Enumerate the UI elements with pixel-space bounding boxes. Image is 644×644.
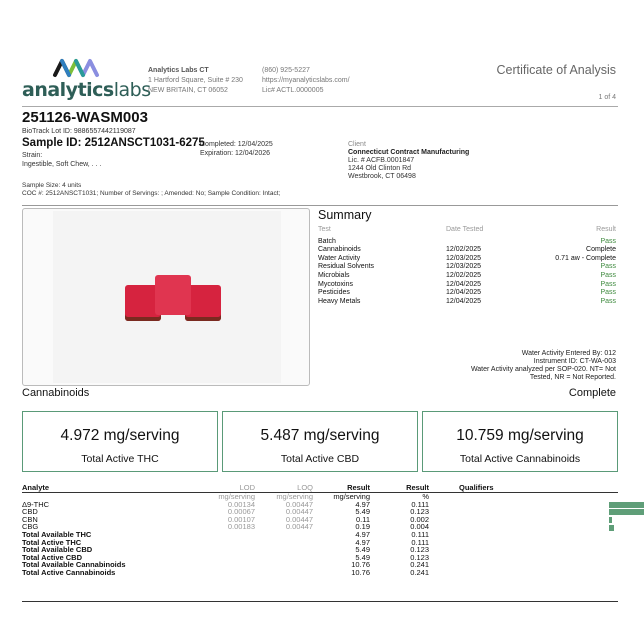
client-info bbox=[348, 141, 469, 181]
analyte-pct: 0.123 bbox=[410, 507, 429, 517]
cannabinoids-section-title: Cannabinoids bbox=[22, 387, 90, 399]
total-active-thc-card bbox=[22, 411, 218, 472]
analyte-name: CBN bbox=[22, 514, 38, 524]
document-title: Certificate of Analysis bbox=[496, 63, 616, 77]
sample-size: Sample Size: 4 units bbox=[22, 182, 82, 189]
cannabinoid-analyte-table bbox=[22, 483, 618, 577]
sample-type: Ingestible, Soft Chew, . . . bbox=[22, 161, 102, 168]
summary-date: 12/03/2025 bbox=[446, 254, 482, 262]
client-address2: Westbrook, CT 06498 bbox=[348, 173, 416, 180]
summary-row bbox=[318, 263, 616, 272]
summary-row bbox=[318, 289, 616, 298]
summary-test: Batch bbox=[318, 237, 336, 245]
summary-result: Pass bbox=[600, 280, 616, 288]
summary-test: Residual Solvents bbox=[318, 263, 375, 271]
wa-legend: Tested, NR = Not Reported. bbox=[529, 374, 616, 381]
sample-dates bbox=[200, 140, 273, 158]
total-result: 4.97 bbox=[355, 537, 370, 547]
photo-background bbox=[53, 211, 281, 383]
water-activity-note bbox=[416, 350, 616, 382]
summary-table bbox=[318, 226, 616, 306]
total-result: 5.49 bbox=[355, 552, 370, 562]
total-pct: 0.111 bbox=[411, 537, 429, 547]
analyte-result: 0.11 bbox=[355, 514, 370, 524]
card-value: 4.972 mg/serving bbox=[60, 427, 180, 444]
total-result: 5.49 bbox=[355, 545, 370, 555]
summary-date: 12/04/2025 bbox=[446, 289, 482, 297]
unit-lod: mg/serving bbox=[218, 492, 255, 501]
analyte-lod: 0.00183 bbox=[227, 522, 255, 532]
summary-test: Mycotoxins bbox=[318, 280, 354, 288]
header-result-pct: Result bbox=[370, 483, 429, 493]
summary-result: Pass bbox=[600, 263, 616, 271]
summary-title: Summary bbox=[318, 208, 372, 222]
header-analyte: Analyte bbox=[22, 483, 172, 493]
analyte-row bbox=[22, 516, 618, 524]
analytics-labs-logo bbox=[22, 57, 151, 103]
biotrack-lot-id: BioTrack Lot ID: 9886557442119087 bbox=[22, 128, 136, 135]
lab-contact bbox=[262, 66, 350, 96]
summary-result: Pass bbox=[600, 297, 616, 305]
summary-result: Pass bbox=[600, 289, 616, 297]
analyte-lod: 0.00107 bbox=[227, 514, 255, 524]
total-active-cbd-card bbox=[222, 411, 418, 472]
summary-row bbox=[318, 281, 616, 290]
lab-phone: (860) 925-5227 bbox=[262, 67, 310, 74]
analyte-result: 0.19 bbox=[355, 522, 370, 532]
unit-result: mg/serving bbox=[333, 492, 370, 501]
section-divider bbox=[22, 205, 618, 206]
sample-details bbox=[22, 182, 280, 198]
header-loq: LOQ bbox=[255, 483, 313, 493]
analyte-result: 4.97 bbox=[355, 499, 370, 509]
sample-photo bbox=[22, 208, 310, 386]
total-name: Total Available THC bbox=[22, 529, 92, 539]
total-name: Total Available CBD bbox=[22, 545, 93, 555]
total-row bbox=[22, 569, 618, 577]
header-divider bbox=[22, 106, 618, 107]
summary-header-test: Test bbox=[318, 226, 331, 233]
client-address1: 1244 Old Clinton Rd bbox=[348, 165, 412, 172]
lab-address1: 1 Hartford Square, Suite # 230 bbox=[148, 77, 243, 84]
total-result: 4.97 bbox=[355, 529, 370, 539]
summary-result: Pass bbox=[600, 271, 616, 279]
lab-name: Analytics Labs CT bbox=[148, 67, 209, 74]
analyte-name: CBD bbox=[22, 507, 38, 517]
total-result: 10.76 bbox=[351, 560, 370, 570]
sample-strain bbox=[22, 151, 101, 169]
total-pct: 0.123 bbox=[410, 545, 429, 555]
lab-address2: NEW BRITAIN, CT 06052 bbox=[148, 87, 228, 94]
analyte-bar bbox=[609, 509, 644, 515]
total-pct: 0.123 bbox=[410, 552, 429, 562]
gummy-image bbox=[125, 275, 221, 331]
table-bottom-divider bbox=[22, 601, 618, 602]
cannabinoids-status: Complete bbox=[568, 387, 616, 399]
card-value: 10.759 mg/serving bbox=[456, 427, 584, 444]
units-row bbox=[22, 493, 618, 501]
total-row bbox=[22, 539, 618, 547]
total-name: Total Available Cannabinoids bbox=[22, 560, 126, 570]
analyte-loq: 0.00447 bbox=[285, 514, 313, 524]
summary-test: Microbials bbox=[318, 271, 350, 279]
header-result: Result bbox=[313, 483, 370, 493]
summary-test: Cannabinoids bbox=[318, 246, 361, 254]
expiration-date: Expiration: 12/04/2026 bbox=[200, 150, 271, 157]
summary-header-result: Result bbox=[596, 226, 616, 233]
client-license: Lic. # ACFB.0001847 bbox=[348, 157, 415, 164]
card-value: 5.487 mg/serving bbox=[260, 427, 380, 444]
summary-test: Water Activity bbox=[318, 254, 361, 262]
lab-license: Lic# ACTL.0000005 bbox=[262, 87, 324, 94]
summary-result: 0.71 aw - Complete bbox=[555, 254, 616, 262]
logo-mark-icon bbox=[52, 57, 100, 79]
analyte-lod: 0.00067 bbox=[227, 507, 255, 517]
analyte-loq: 0.00447 bbox=[285, 522, 313, 532]
total-row bbox=[22, 531, 618, 539]
total-pct: 0.241 bbox=[410, 560, 429, 570]
summary-row bbox=[318, 298, 616, 307]
header-lod: LOD bbox=[172, 483, 255, 493]
summary-row bbox=[318, 272, 616, 281]
analyte-lod: 0.00134 bbox=[227, 499, 255, 509]
total-pct: 0.241 bbox=[410, 567, 429, 577]
wa-sop-note: Water Activity analyzed per SOP-020. NT= Not bbox=[470, 366, 616, 373]
client-name: Connecticut Contract Manufacturing bbox=[348, 149, 470, 156]
analyte-pct: 0.111 bbox=[411, 499, 429, 509]
header-qualifiers: Qualifiers bbox=[459, 483, 609, 493]
analyte-loq: 0.00447 bbox=[285, 499, 313, 509]
logo-wordmark: analyticslabs bbox=[22, 79, 151, 101]
unit-loq: mg/serving bbox=[276, 492, 313, 501]
summary-result: Pass bbox=[600, 237, 616, 245]
analyte-name: Δ9-THC bbox=[22, 499, 50, 509]
summary-row bbox=[318, 255, 616, 264]
total-name: Total Active Cannabinoids bbox=[22, 567, 116, 577]
card-label: Total Active THC bbox=[81, 453, 159, 465]
analyte-loq: 0.00447 bbox=[285, 507, 313, 517]
summary-result: Complete bbox=[586, 246, 616, 254]
summary-test: Pesticides bbox=[318, 289, 350, 297]
summary-header-date: Date Tested bbox=[446, 226, 484, 233]
total-result: 10.76 bbox=[351, 567, 370, 577]
wa-entered-by: Water Activity Entered By: 012 bbox=[521, 350, 616, 357]
wa-instrument-id: Instrument ID: CT-WA-003 bbox=[533, 358, 616, 365]
analyte-row bbox=[22, 523, 618, 531]
card-label: Total Active Cannabinoids bbox=[459, 453, 581, 465]
coc-info: COC #: 2512ANSCT1031; Number of Servings: ; Amended: No; Sample Condition: Intact; bbox=[22, 190, 281, 197]
lab-website[interactable]: https://myanalyticslabs.com/ bbox=[262, 77, 350, 84]
total-row bbox=[22, 546, 618, 554]
total-active-cannabinoids-card bbox=[422, 411, 618, 472]
summary-test: Heavy Metals bbox=[318, 297, 361, 305]
total-name: Total Active THC bbox=[22, 537, 82, 547]
analyte-bar bbox=[609, 517, 612, 523]
sample-id: Sample ID: 2512ANSCT1031-6275 bbox=[22, 137, 205, 149]
summary-date: 12/02/2025 bbox=[446, 271, 482, 279]
batch-id: 251126-WASM003 bbox=[22, 109, 148, 126]
summary-row bbox=[318, 238, 616, 247]
card-label: Total Active CBD bbox=[280, 453, 360, 465]
analyte-result: 5.49 bbox=[355, 507, 370, 517]
summary-date: 12/02/2025 bbox=[446, 246, 482, 254]
analyte-name: CBG bbox=[22, 522, 39, 532]
summary-date: 12/04/2025 bbox=[446, 280, 482, 288]
total-name: Total Active CBD bbox=[22, 552, 83, 562]
client-label: Client bbox=[348, 141, 366, 148]
unit-result-pct: % bbox=[422, 492, 429, 501]
lab-info bbox=[148, 66, 243, 96]
analyte-pct: 0.004 bbox=[410, 522, 429, 532]
analyte-row bbox=[22, 508, 618, 516]
analyte-bar bbox=[609, 502, 644, 508]
summary-date: 12/03/2025 bbox=[446, 263, 482, 271]
completed-date: Completed: 12/04/2025 bbox=[200, 141, 273, 148]
page-number: 1 of 4 bbox=[598, 94, 616, 101]
summary-date bbox=[446, 238, 546, 247]
analyte-bar bbox=[609, 525, 614, 531]
summary-row bbox=[318, 246, 616, 255]
total-pct: 0.111 bbox=[411, 529, 429, 539]
analyte-row bbox=[22, 501, 618, 509]
strain-label: Strain: bbox=[22, 152, 43, 159]
summary-date: 12/04/2025 bbox=[446, 297, 482, 305]
analyte-pct: 0.002 bbox=[410, 514, 429, 524]
